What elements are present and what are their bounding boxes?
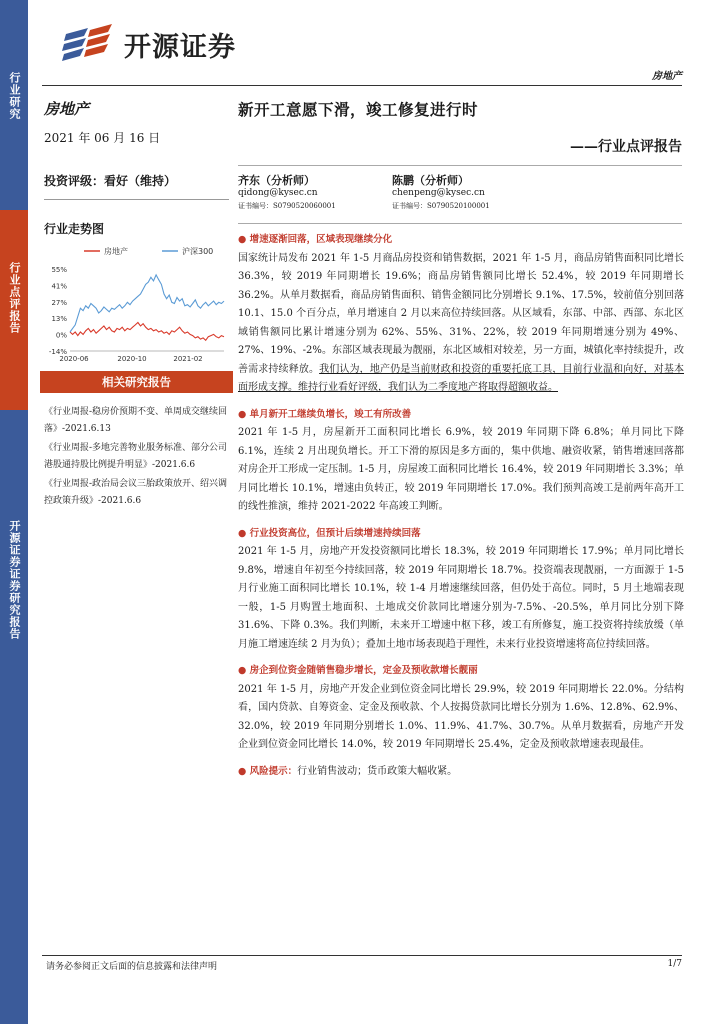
left-sidebar [0,0,28,1024]
y-tick-label: 0% [55,331,67,340]
sidebar-segment-report-type [0,210,28,410]
legend-label: 沪深300 [182,247,214,256]
investment-rating: 投资评级：看好（维持） [44,174,177,188]
analyst-cert: 证书编号：S0790520060001 [238,202,336,210]
legend-label: 房地产 [104,247,128,256]
related-report-item[interactable]: 《行业周报-多地完善物业服务标准、部分公司港股通持股比例提升明显》-2021.6.6 [44,443,228,470]
section-title: ● 房企到位资金随销售稳步增长，定金及预收款增长靓丽 [238,665,478,676]
section-title: ● 行业投资高位，但预计后续增速持续回落 [238,527,421,539]
header-rule [42,85,682,86]
x-tick-label: 2021-02 [173,355,203,363]
y-tick-label: 41% [51,282,67,291]
brand-logo [62,24,236,64]
analyst-name: 陈鹏（分析师） [392,174,469,187]
series-line [70,323,224,341]
risk-note: ● 风险提示：行业销售波动；货币政策大幅收紧。 [238,765,458,777]
logo-text: 开源证券 [124,31,236,63]
analyst-cert: 证书编号：S0790520100001 [392,202,490,210]
analyst-block [238,174,682,222]
sidebar-segment-brand [0,410,28,1024]
related-report-item[interactable]: 《行业周报-政治局会议三胎政策放开、绍兴调控政策升级》-2021.6.6 [44,479,228,506]
page-number: 1/7 [667,959,682,969]
section-paragraph: 2021 年 1-5 月，房地产开发投资额同比增长 18.3%，较 2019 年同期增长 17.9%；单月同比增长 9.8%，增速自年初至今持续回落，较 2019 年同期增长 18.7%。投资端表现靓丽，一方面源于 1-5 月行业施工面积同比增长 10.1%，较 1-4 月增速继续回落，但仍处于高位。同时，5 月土地端表现一般，1-5 月购置土地面积、土地成交价款同比增速分别为-7.5%、-20.5%，单月同比分别下降 31.6%、下降 0.3%。我们判断，未来开工增速中枢下移，竣工有所修复，施工投资将持续放缓（单月施工增速连续 2 月为负）；叠加土地市场表现趋于理性，未来行业投资增速将高位持续回落。 [238,546,684,650]
section-title: ● 增速逐渐回落，区域表现继续分化 [238,234,393,245]
sidebar-label-research: 行业研究 [8,72,21,120]
trend-chart [44,243,229,368]
x-tick-label: 2020-06 [59,355,89,363]
sidebar-label-report-type: 行业点评报告 [8,262,21,334]
industry-name: 房地产 [44,100,90,118]
left-column [44,98,229,383]
y-tick-label: -14% [48,348,67,356]
title-divider [238,165,682,166]
analyst-email[interactable]: chenpeng@kysec.cn [392,188,485,198]
related-report-item[interactable]: 《行业周报-稳房价预期不变、单周成交继续回落》-2021.6.13 [44,407,228,434]
analyst-card [392,174,490,213]
logo-mark-icon [62,24,118,64]
analyst-email[interactable]: qidong@kysec.cn [238,188,318,198]
section-paragraph: 国家统计局发布 2021 年 1-5 月商品房投资和销售数据，2021 年 1-5 月，商品房销售面积同比增长 36.3%，较 2019 年同期增长 19.6%；商品房销售额同比增长 52.4%，较 2019 年同期增长 36.2%。从单月数据看，商品房销售面积、销售金额同比分别增长 9.1%、17.5%，较前值分别回落 10.1、15.0 个百分点，单月增速自 2 月以来高位持续回落。从区域看，东部、中部、西部、东北区域销售额同比累计增速分别为 62%、55%、31%、22%，较 2019 年同期增速分别为 49%、27%、19%、-2%。东部区域表现最为靓丽，东北区域相对较差，另一方面，城镇化率持续提升，改善需求持续释放。我们认为，地产仍是当前财政和投资的重要托底工具，目前行业温和向好，对基本面形成支撑。维持行业看好评级，我们认为二季度地产将取得超额收益。 [238,252,685,393]
section-conclusion: 我们认为，地产仍是当前财政和投资的重要托底工具，目前行业温和向好，对基本面形成支撑。维持行业看好评级，我们认为二季度地产将取得超额收益。 [238,363,685,393]
x-tick-label: 2020-10 [117,355,147,363]
y-tick-label: 27% [51,298,67,307]
section-title: ● 单月新开工继续负增长，竣工有所改善 [238,408,412,420]
series-line [70,275,224,332]
y-tick-label: 13% [51,315,67,324]
header-sector: 房地产 [652,71,682,82]
section-paragraph: 2021 年 1-5 月，房地产开发企业到位资金同比增长 29.9%，较 2019 年同期增长 22.0%。分结构看，国内贷款、自筹资金、定金及预收款、个人按揭贷款同比增长分别为 1.6%、12.8%、62.9%、32.0%，较 2019 年同期分别增长 1.0%、11.9%、41.7%、30.7%。从单月数据看，房地产开发企业到位资金同比增长 14.0%，较 2019 年同期增长 25.4%，定金及预收款增速表现最佳。 [238,683,684,750]
trend-chart-svg [44,243,229,368]
sidebar-label-brand: 开源证券证券研究报告 [8,520,21,640]
sidebar-segment-research [0,0,28,210]
y-tick-label: 55% [51,266,67,274]
footer-disclaimer: 请务必参阅正文后面的信息披露和法律声明 [46,962,218,972]
main-header [238,98,682,156]
analyst-name: 齐东（分析师） [238,174,315,187]
trend-chart-title: 行业走势图 [44,222,105,236]
related-reports-header: 相关研究报告 [40,371,233,393]
analyst-card [238,174,336,213]
footer-rule [42,955,682,956]
analyst-divider [238,223,682,224]
left-divider [44,199,229,200]
report-body [238,229,684,789]
report-date: 2021 年 06 月 16 日 [44,131,161,145]
related-reports-list [44,404,230,512]
report-title: 新开工意愿下滑，竣工修复进行时 [238,100,479,119]
report-subtitle: ——行业点评报告 [570,139,682,155]
section-paragraph: 2021 年 1-5 月，房屋新开工面积同比增长 6.9%，较 2019 年同期下降 6.8%；单月同比下降 6.1%，连续 2 月出现负增长。开工下滑的原因是多方面的，集中供地、融资收紧，销售增速回落都对房企开工形成一定压制。1-5 月，房屋竣工面积同比增长 16.4%，较 2019 年同期增长 3.3%；单月同比增长 10.1%，增速由负转正，较 2019 年同期增长 17.0%。我们预判高竣工是前两年高开工的线性推演，维持 2021-2022 年高竣工判断。 [238,427,684,512]
